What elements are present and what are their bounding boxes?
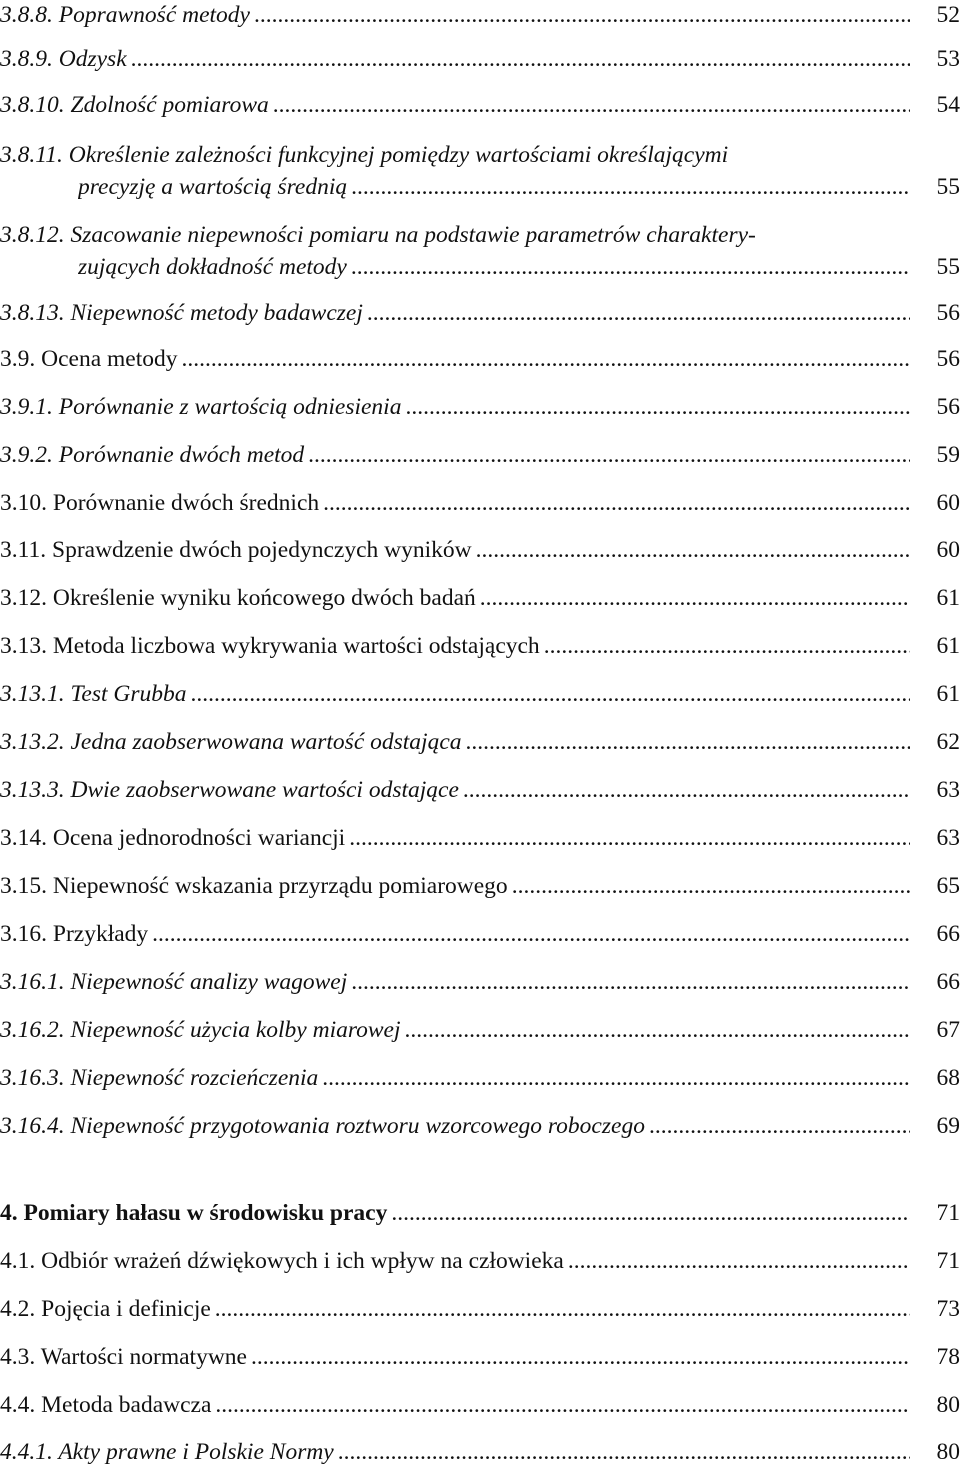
toc-entry-page-number: 56	[936, 346, 960, 372]
dot-leader	[463, 775, 910, 805]
toc-entry-page-number: 55	[936, 254, 960, 280]
toc-entry-page-number: 61	[936, 585, 960, 611]
toc-entry-page-number: 66	[936, 921, 960, 947]
toc-entry-page-number: 52	[936, 2, 960, 28]
dot-leader	[215, 1390, 910, 1420]
toc-entry-title: 4.4. Metoda badawcza	[0, 1392, 212, 1418]
toc-entry[interactable]	[0, 631, 960, 663]
toc-entry-page-number: 55	[936, 174, 960, 200]
toc-entry-page-number: 68	[936, 1065, 960, 1091]
toc-entry[interactable]	[0, 1294, 960, 1326]
dot-leader	[131, 44, 910, 74]
toc-entry-title: 3.14. Ocena jednorodności wariancji	[0, 825, 346, 851]
toc-entry-title: 4.2. Pojęcia i definicje	[0, 1296, 211, 1322]
toc-entry-page-number: 65	[936, 873, 960, 899]
toc-entry-title: 3.16.3. Niepewność rozcieńczenia	[0, 1065, 319, 1091]
toc-entry-page-number: 53	[936, 46, 960, 72]
toc-entry[interactable]	[0, 298, 960, 330]
toc-entry[interactable]	[0, 583, 960, 615]
dot-leader	[476, 535, 910, 565]
dot-leader	[338, 1437, 910, 1467]
dot-leader	[323, 488, 910, 518]
dot-leader	[649, 1111, 910, 1141]
dot-leader	[251, 1342, 910, 1372]
dot-leader	[273, 90, 910, 120]
dot-leader	[349, 823, 910, 853]
dot-leader	[466, 727, 910, 757]
toc-entry-title: 3.11. Sprawdzenie dwóch pojedynczych wyników	[0, 537, 472, 563]
toc-entry-title: 3.8.12. Szacowanie niepewności pomiaru na podstawie parametrów charaktery-	[0, 222, 756, 248]
toc-entry[interactable]	[0, 727, 960, 759]
toc-entry-page-number: 56	[936, 300, 960, 326]
toc-entry-title: 3.13. Metoda liczbowa wykrywania wartości odstających	[0, 633, 540, 659]
toc-entry-title: 3.10. Porównanie dwóch średnich	[0, 490, 320, 516]
dot-leader	[512, 871, 910, 901]
toc-entry[interactable]	[0, 1390, 960, 1422]
dot-leader	[351, 252, 910, 282]
toc-entry-page-number: 63	[936, 777, 960, 803]
toc-entry[interactable]	[0, 344, 960, 376]
toc-entry[interactable]	[0, 919, 960, 951]
toc-entry-page-number: 80	[936, 1439, 960, 1465]
dot-leader	[405, 1015, 910, 1045]
toc-entry-page-number: 73	[936, 1296, 960, 1322]
toc-entry-title: 4.4.1. Akty prawne i Polskie Normy	[0, 1439, 334, 1465]
dot-leader	[391, 1198, 910, 1228]
toc-entry[interactable]	[0, 1342, 960, 1374]
dot-leader	[308, 440, 910, 470]
dot-leader	[215, 1294, 910, 1324]
dot-leader	[568, 1246, 910, 1276]
toc-entry[interactable]	[0, 1198, 960, 1230]
toc-entry[interactable]	[0, 967, 960, 999]
dot-leader	[405, 392, 910, 422]
toc-entry-title: 3.9. Ocena metody	[0, 346, 178, 372]
toc-entry-title-continuation: zujących dokładność metody	[78, 254, 347, 280]
toc-entry[interactable]	[0, 488, 960, 520]
toc-entry-page-number: 71	[936, 1200, 960, 1226]
toc-entry[interactable]	[0, 679, 960, 711]
dot-leader	[191, 679, 910, 709]
toc-entry-title: 3.15. Niepewność wskazania przyrządu pomiarowego	[0, 873, 508, 899]
toc-entry-page-number: 71	[936, 1248, 960, 1274]
toc-entry-page-number: 69	[936, 1113, 960, 1139]
dot-leader	[544, 631, 910, 661]
dot-leader	[152, 919, 910, 949]
toc-entry-page-number: 60	[936, 490, 960, 516]
toc-entry-page-number: 60	[936, 537, 960, 563]
toc-entry[interactable]	[0, 823, 960, 855]
toc-entry-title: 3.12. Określenie wyniku końcowego dwóch badań	[0, 585, 476, 611]
toc-entry[interactable]	[0, 140, 960, 206]
dot-leader	[351, 967, 910, 997]
dot-leader	[254, 0, 910, 30]
dot-leader	[182, 344, 910, 374]
toc-entry-title: 3.8.11. Określenie zależności funkcyjnej pomiędzy wartościami określającymi	[0, 142, 729, 168]
dot-leader	[480, 583, 910, 613]
toc-entry[interactable]	[0, 392, 960, 424]
toc-entry[interactable]	[0, 440, 960, 472]
dot-leader	[367, 298, 910, 328]
toc-entry-page-number: 54	[936, 92, 960, 118]
toc-entry-title: 3.13.3. Dwie zaobserwowane wartości odstające	[0, 777, 459, 803]
toc-entry-title: 3.8.8. Poprawność metody	[0, 2, 250, 28]
toc-entry-title: 4.1. Odbiór wrażeń dźwiękowych i ich wpływ na człowieka	[0, 1248, 564, 1274]
toc-entry[interactable]	[0, 44, 960, 76]
dot-leader	[322, 1063, 910, 1093]
toc-entry-title: 3.8.9. Odzysk	[0, 46, 127, 72]
toc-entry-title: 4. Pomiary hałasu w środowisku pracy	[0, 1200, 388, 1226]
toc-entry[interactable]	[0, 1015, 960, 1047]
toc-entry-title: 3.9.2. Porównanie dwóch metod	[0, 442, 305, 468]
toc-entry-page-number: 56	[936, 394, 960, 420]
toc-entry-page-number: 80	[936, 1392, 960, 1418]
toc-entry-page-number: 63	[936, 825, 960, 851]
toc-entry-title: 3.13.2. Jedna zaobserwowana wartość odstająca	[0, 729, 462, 755]
toc-entry-page-number: 67	[936, 1017, 960, 1043]
toc-entry-title-continuation: precyzję a wartością średnią	[78, 174, 348, 200]
dot-leader	[351, 172, 910, 202]
toc-entry-page-number: 61	[936, 681, 960, 707]
toc-entry[interactable]	[0, 90, 960, 122]
toc-entry-title: 4.3. Wartości normatywne	[0, 1344, 247, 1370]
toc-entry[interactable]	[0, 220, 960, 286]
toc-entry-title: 3.16. Przykłady	[0, 921, 149, 947]
toc-entry[interactable]	[0, 1437, 960, 1469]
toc-entry-page-number: 78	[936, 1344, 960, 1370]
toc-entry-title: 3.16.1. Niepewność analizy wagowej	[0, 969, 348, 995]
toc-entry[interactable]	[0, 1111, 960, 1143]
toc-entry[interactable]	[0, 775, 960, 807]
toc-entry-page-number: 62	[936, 729, 960, 755]
toc-entry-page-number: 59	[936, 442, 960, 468]
toc-entry-page-number: 61	[936, 633, 960, 659]
toc-entry-title: 3.13.1. Test Grubba	[0, 681, 187, 707]
toc-entry-title: 3.8.10. Zdolność pomiarowa	[0, 92, 269, 118]
toc-entry-title: 3.8.13. Niepewność metody badawczej	[0, 300, 363, 326]
toc-entry-title: 3.16.4. Niepewność przygotowania roztworu wzorcowego roboczego	[0, 1113, 645, 1139]
toc-entry[interactable]	[0, 0, 960, 32]
toc-entry[interactable]	[0, 535, 960, 567]
toc-entry[interactable]	[0, 871, 960, 903]
toc-entry[interactable]	[0, 1246, 960, 1278]
toc-entry-page-number: 66	[936, 969, 960, 995]
toc-entry-title: 3.9.1. Porównanie z wartością odniesienia	[0, 394, 402, 420]
toc-entry-title: 3.16.2. Niepewność użycia kolby miarowej	[0, 1017, 401, 1043]
toc-entry[interactable]	[0, 1063, 960, 1095]
